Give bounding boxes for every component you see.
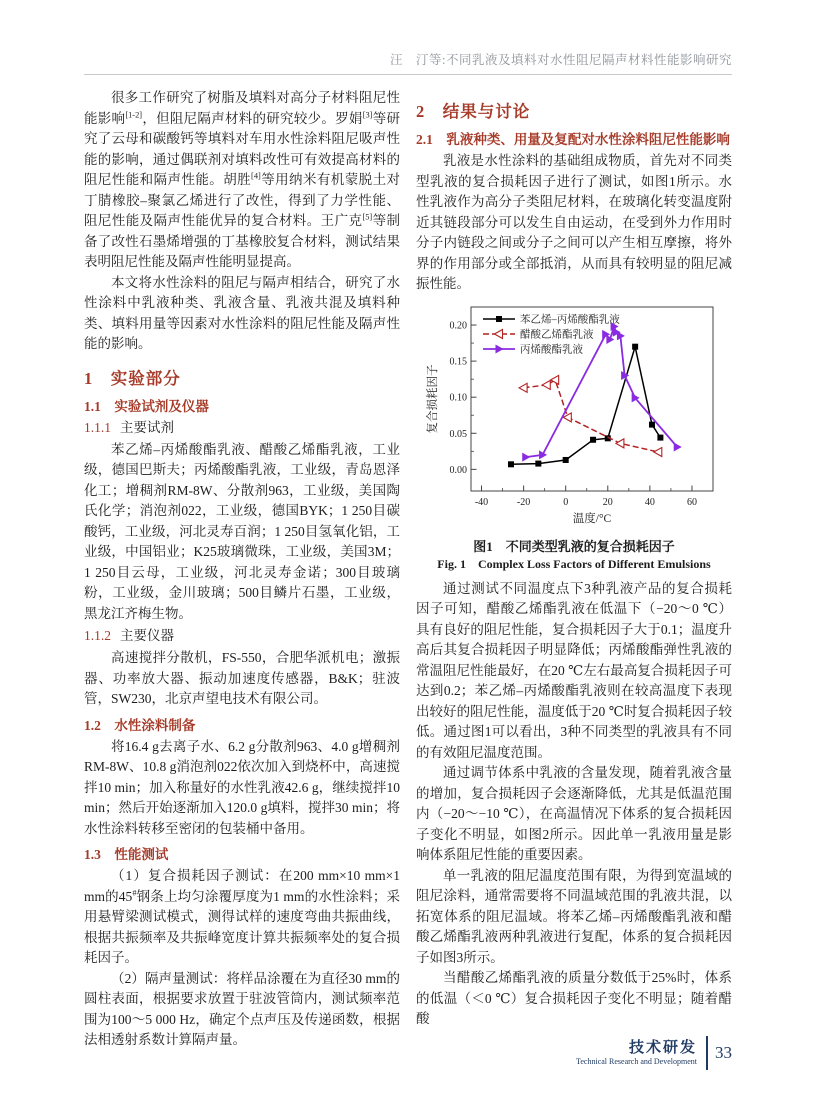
svg-text:60: 60: [686, 496, 697, 508]
footer-section-cn: 技术研发: [628, 1039, 697, 1056]
footer-section: [576, 1040, 697, 1067]
figure1-caption-en: Fig. 1 Complex Loss Factors of Different Emulsions: [437, 556, 711, 571]
page-body: [84, 88, 732, 1051]
figure1-line-chart: [423, 299, 725, 535]
svg-text:40: 40: [644, 496, 655, 508]
svg-text:苯乙烯–丙烯酸酯乳液: 苯乙烯–丙烯酸酯乳液: [520, 314, 620, 325]
svg-text:温度/°C: 温度/°C: [572, 512, 612, 525]
footer-divider: [706, 1036, 708, 1070]
paragraph-reagents: 苯乙烯–丙烯酸酯乳液、醋酸乙烯酯乳液，工业级，德国巴斯夫；丙烯酸酯乳液，工业级，青岛恩泽化工；增稠剂RM-8W、分散剂963，工业级，美国陶氏化学；消泡剂022，工业级，德国BYK；1 250目碳酸钙，工业级，河北灵寿百润；1 250目氢氧化铝，工业级，中国铝业；K25玻璃微珠，工业级，美国3M；1 250目云母，工业级，河北灵寿金诺；300目玻璃粉，工业级，金川玻璃；500目鳞片石墨，工业级，黑龙江齐梅生物。: [84, 441, 400, 621]
running-head: 汪 汀等:不同乳液及填料对水性阻尼隔声材料性能影响研究: [390, 53, 732, 67]
page-footer: [576, 1036, 732, 1070]
left-column: [84, 88, 400, 1051]
figure-1: [423, 299, 725, 573]
section-2-heading: 2 结果与讨论: [416, 102, 531, 121]
section-1-2-heading: 1.2 水性涂料制备: [84, 717, 196, 733]
svg-text:复合损耗因子: 复合损耗因子: [427, 364, 439, 433]
paragraph-results-5: 当醋酸乙烯酯乳液的质量分数低于25%时，体系的低温（＜0 ℃）复合损耗因子变化不明显；随着醋酸: [416, 970, 732, 1026]
section-number: 1.1.2: [84, 628, 111, 643]
svg-text:0.00: 0.00: [449, 464, 467, 476]
section-1-heading: 1 实验部分: [84, 368, 181, 388]
svg-text:0: 0: [563, 496, 569, 508]
paragraph-intro-1: 很多工作研究了树脂及填料对高分子材料阻尼性能影响[1-2]，但阻尼隔声材料的研究较少。罗娟[3]等研究了云母和碳酸钙等填料对车用水性涂料阻尼吸声性能的影响，通过偶联剂对填料改性可有效提高材料的阻尼性能和隔声性能。胡胜[4]等用纳米有机蒙脱土对丁腈橡胶–聚氯乙烯进行了改性，得到了力学性能、阻尼性能及隔声性能优异的复合材料。王广克[5]等制备了改性石墨烯增强的丁基橡胶复合材料，测试结果表明阻尼性能及隔声性能明显提高。: [84, 90, 401, 269]
section-title: 主要仪器: [120, 628, 174, 643]
footer-section-en: Technical Research and Development: [576, 1056, 697, 1066]
paragraph-results-2: 通过测试不同温度点下3种乳液产品的复合损耗因子可知，醋酸乙烯酯乳液在低温下（−20～0 ℃）具有良好的阻尼性能，复合损耗因子大于0.1；温度升高后其复合损耗因子明显降低；丙烯酸酯弹性乳液的常温阻尼性能最好，在20 ℃左右最高复合损耗因子可达到0.2；苯乙烯–丙烯酸酯乳液则在较高温度下表现出较好的阻尼性能，温度低于20 ℃时复合损耗因子较低。通过图1可以看出，3种不同类型的乳液具有不同的有效阻尼温度范围。: [416, 580, 732, 760]
paragraph-preparation: 将16.4 g去离子水、6.2 g分散剂963、4.0 g增稠剂RM-8W、10.8 g消泡剂022依次加入到烧杯中，高速搅拌10 min；加入称量好的水性乳液42.6 g，继续搅拌10 min；然后开始逐渐加入120.0 g填料，搅拌30 min；将水性涂料转移至密闭的包装桶中备用。: [84, 738, 400, 836]
section-1-1-2-heading: [84, 626, 400, 646]
svg-text:-40: -40: [474, 496, 489, 508]
right-column: [416, 88, 732, 1030]
svg-text:20: 20: [602, 496, 613, 508]
figure1-caption-cn: 图1 不同类型乳液的复合损耗因子: [473, 538, 675, 554]
section-1-1-heading: 1.1 实验试剂及仪器: [84, 398, 209, 414]
svg-text:0.15: 0.15: [449, 356, 467, 368]
paragraph-results-3: 通过调节体系中乳液的含量发现，随着乳液含量的增加，复合损耗因子会逐渐降低，尤其是低温范围内（−20～−10 ℃），在高温情况下体系的复合损耗因子变化不明显，如图2所示。因此单一乳液用量是影响体系阻尼性能的重要因素。: [416, 765, 732, 862]
svg-text:0.10: 0.10: [449, 392, 467, 404]
svg-text:0.05: 0.05: [449, 428, 467, 440]
paragraph-intro-2: 本文将水性涂料的阻尼与隔声相结合，研究了水性涂料中乳液种类、乳液含量、乳液共混及填料种类、填料用量等因素对水性涂料的阻尼性能及隔声性能的影响。: [84, 274, 400, 351]
page-number: 33: [715, 1043, 732, 1062]
paragraph-test-2: （2）隔声量测试：将样品涂覆在为直径30 mm的圆柱表面，根据要求放置于驻波管筒内，测试频率范围为100～5 000 Hz，确定个点声压及传递函数，根据法相透射系数计算隔声量。: [84, 970, 400, 1047]
section-number: 1.1.1: [84, 419, 111, 435]
paragraph-instruments: 高速搅拌分散机，FS-550，合肥华派机电；激振器、功率放大器、振动加速度传感器，B&K；驻波管，SW230，北京声望电技术有限公司。: [84, 650, 400, 706]
svg-text:-20: -20: [516, 496, 531, 508]
svg-text:0.20: 0.20: [449, 320, 467, 332]
section-1-3-heading: 1.3 性能测试: [84, 847, 169, 862]
header-rule: [84, 74, 732, 75]
section-title: 主要试剂: [120, 419, 174, 435]
svg-text:醋酸乙烯酯乳液: 醋酸乙烯酯乳液: [520, 329, 594, 340]
paragraph-results-1: 乳液是水性涂料的基础组成物质，首先对不同类型乳液的复合损耗因子进行了测试，如图1所示。水性乳液作为高分子类阻尼材料，在玻璃化转变温度附近其链段部分可以发生自由运动，在受到外力作用时分子内链段之间或分子之间可以产生相互摩擦，将外界的作用部分或全部抵消，从而具有较明显的阻尼减振性能。: [416, 153, 732, 291]
paragraph-test-1: （1）复合损耗因子测试：在200 mm×10 mm×1 mm的45#钢条上均匀涂覆厚度为1 mm的水性涂料；采用悬臂梁测试模式，测得试样的速度弯曲共振曲线，根据共振频率及共振峰宽度计算共振频率处的复合损耗因子。: [84, 868, 400, 965]
section-2-1-heading: 2.1 乳液种类、用量及复配对水性涂料阻尼性能影响: [416, 132, 730, 147]
svg-text:丙烯酸酯乳液: 丙烯酸酯乳液: [520, 344, 583, 355]
paragraph-results-4: 单一乳液的阻尼温度范围有限，为得到宽温域的阻尼涂料，通常需要将不同温域范围的乳液共混，以拓宽体系的阻尼温域。将苯乙烯–丙烯酸酯乳液和醋酸乙烯酯乳液两种乳液进行复配，体系的复合损耗因子如图3所示。: [416, 867, 732, 965]
section-1-1-1-heading: [84, 418, 400, 438]
